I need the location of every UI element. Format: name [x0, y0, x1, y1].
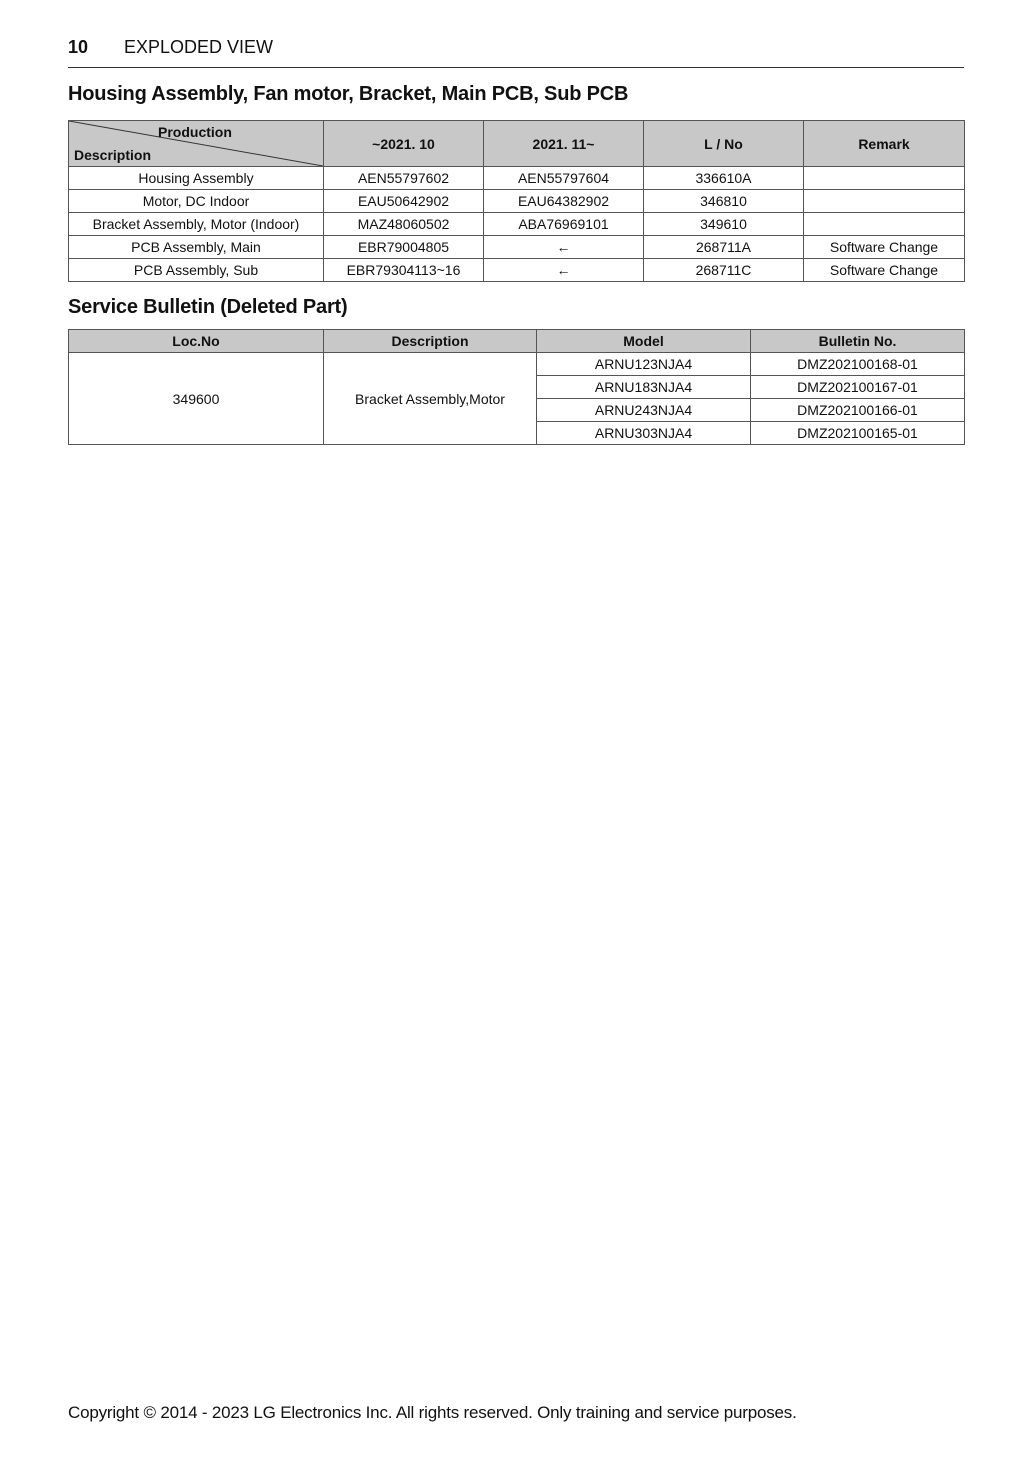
header-locno: Loc.No [69, 330, 324, 353]
cell-remark: Software Change [804, 236, 965, 259]
cell-description: PCB Assembly, Main [69, 236, 324, 259]
parts-table [68, 120, 965, 282]
header-model: Model [537, 330, 751, 353]
cell-description: Housing Assembly [69, 167, 324, 190]
cell-bulletin: DMZ202100165-01 [751, 422, 965, 445]
cell-model: ARNU243NJA4 [537, 399, 751, 422]
table-row [69, 213, 965, 236]
table-row [69, 167, 965, 190]
production-label: Production [158, 124, 232, 140]
table-row [69, 190, 965, 213]
table-row [69, 259, 965, 282]
cell-new: ← [484, 236, 644, 259]
cell-remark [804, 190, 965, 213]
cell-description: PCB Assembly, Sub [69, 259, 324, 282]
bulletin-section-title: Service Bulletin (Deleted Part) [68, 296, 348, 318]
cell-remark [804, 213, 965, 236]
cell-new: ← [484, 259, 644, 282]
bulletin-header-row [69, 330, 965, 353]
cell-lno: 349610 [644, 213, 804, 236]
cell-old: MAZ48060502 [324, 213, 484, 236]
cell-bulletin: DMZ202100168-01 [751, 353, 965, 376]
cell-lno: 336610A [644, 167, 804, 190]
cell-remark [804, 167, 965, 190]
header-old: ~2021. 10 [324, 121, 484, 167]
production-description-header [69, 121, 324, 167]
parts-header-row [69, 121, 965, 167]
cell-new: EAU64382902 [484, 190, 644, 213]
cell-old: EAU50642902 [324, 190, 484, 213]
cell-model: ARNU303NJA4 [537, 422, 751, 445]
header-bulletin: Bulletin No. [751, 330, 965, 353]
cell-old: EBR79304113~16 [324, 259, 484, 282]
cell-old: EBR79004805 [324, 236, 484, 259]
section-name: EXPLODED VIEW [124, 37, 274, 57]
header-description: Description [324, 330, 537, 353]
description-label: Description [74, 147, 152, 163]
cell-model: ARNU183NJA4 [537, 376, 751, 399]
cell-description: Bracket Assembly, Motor (Indoor) [69, 213, 324, 236]
header-new: 2021. 11~ [484, 121, 644, 167]
table-row [69, 353, 965, 376]
table-row [69, 236, 965, 259]
cell-lno: 268711C [644, 259, 804, 282]
cell-description: Motor, DC Indoor [69, 190, 324, 213]
cell-new: AEN55797604 [484, 167, 644, 190]
header-remark: Remark [804, 121, 965, 167]
cell-description: Bracket Assembly,Motor [324, 353, 537, 445]
cell-lno: 268711A [644, 236, 804, 259]
copyright-footer: Copyright © 2014 - 2023 LG Electronics Inc. All rights reserved. Only training and service purposes. [68, 1403, 797, 1422]
cell-old: AEN55797602 [324, 167, 484, 190]
cell-bulletin: DMZ202100166-01 [751, 399, 965, 422]
page-number: 10 [68, 37, 89, 57]
cell-model: ARNU123NJA4 [537, 353, 751, 376]
cell-lno: 346810 [644, 190, 804, 213]
page-header [68, 36, 964, 68]
cell-new: ABA76969101 [484, 213, 644, 236]
parts-section-title: Housing Assembly, Fan motor, Bracket, Main PCB, Sub PCB [68, 83, 629, 105]
cell-locno: 349600 [69, 353, 324, 445]
header-lno: L / No [644, 121, 804, 167]
bulletin-table [68, 329, 965, 445]
cell-bulletin: DMZ202100167-01 [751, 376, 965, 399]
cell-remark: Software Change [804, 259, 965, 282]
